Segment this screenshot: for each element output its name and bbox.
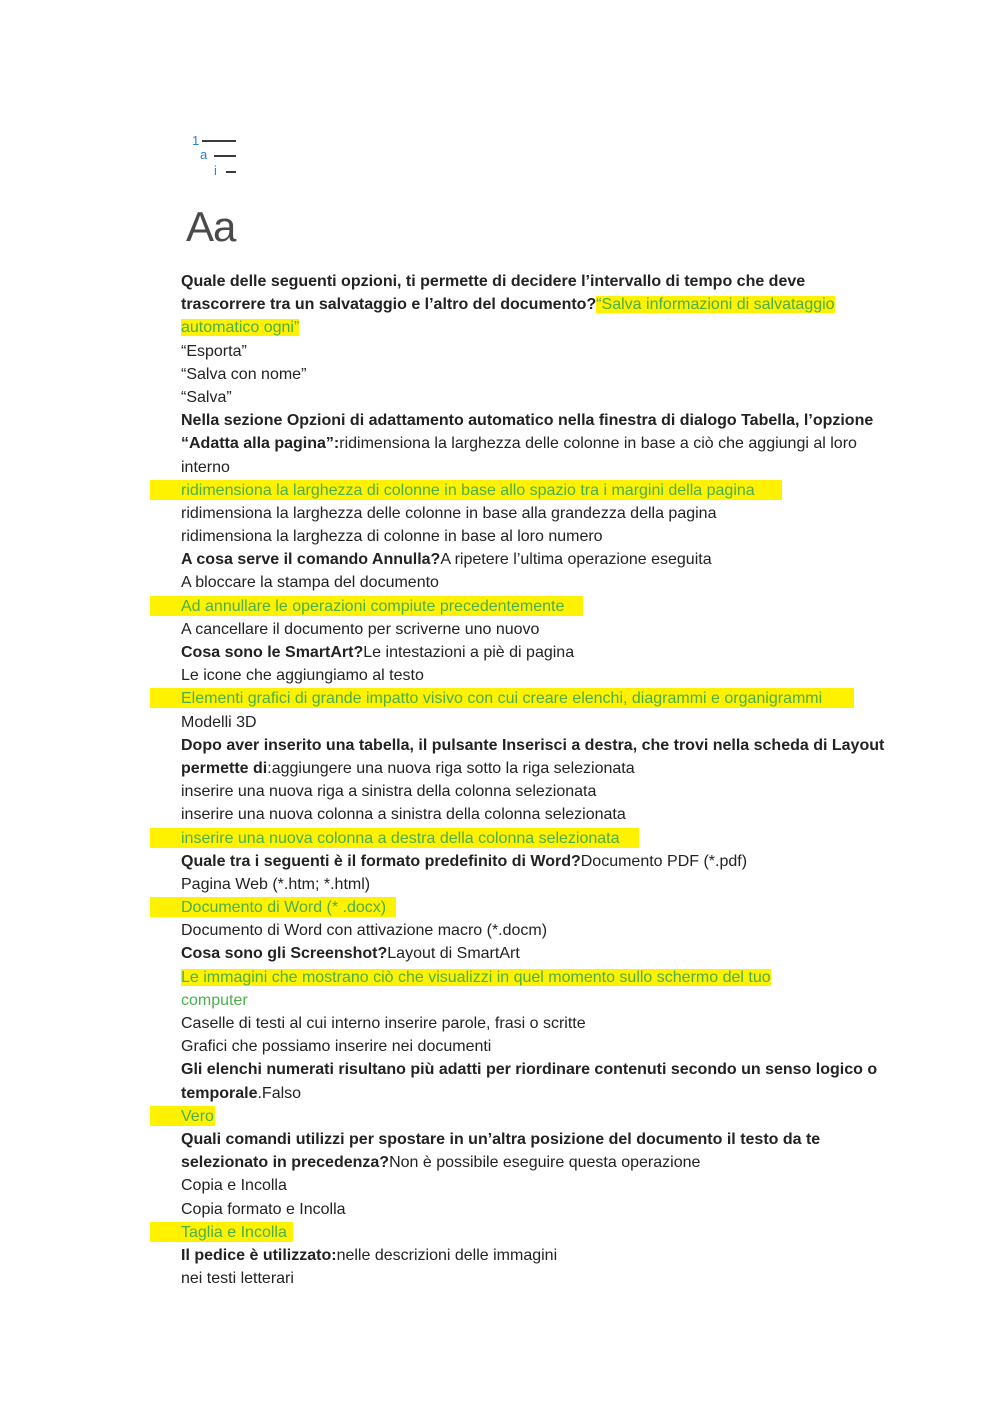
option-text: :aggiungere una nuova riga sotto la riga selezionata [267, 759, 635, 777]
question-line [181, 1082, 881, 1105]
question-line [181, 293, 881, 316]
question-line [181, 432, 881, 455]
option-line: nei testi letterari [181, 1270, 294, 1288]
correct-answer: “Salva informazioni di salvataggio [596, 296, 835, 314]
answer-line [181, 316, 881, 339]
question-line [181, 1058, 881, 1081]
question-text: Quale delle seguenti opzioni, ti permette di decidere l’intervallo di tempo che deve [181, 273, 806, 290]
correct-answer-row [181, 595, 881, 618]
question-line [181, 1244, 881, 1267]
correct-answer-row [181, 479, 881, 502]
option-line: Documento di Word con attivazione macro (*.docm) [181, 922, 548, 940]
question-line [181, 1128, 881, 1151]
list-line [202, 140, 236, 142]
correct-answer-row [181, 1221, 881, 1244]
font-aa-icon: Aa [186, 203, 236, 250]
answer-line [181, 966, 881, 989]
question-line [181, 548, 881, 571]
option-text: .Falso [257, 1084, 302, 1102]
question-text: Cosa sono gli Screenshot? [181, 945, 388, 963]
option-text: nelle descrizioni delle immagini [336, 1246, 558, 1264]
correct-answer: Le immagini che mostrano ciò che visualizzi in quel momento sullo schermo del tuo [181, 968, 771, 986]
option-line: ridimensiona la larghezza di colonne in base al loro numero [181, 528, 603, 546]
question-line [181, 270, 881, 293]
question-line [181, 942, 881, 965]
option-line: ridimensiona la larghezza delle colonne in base alla grandezza della pagina [181, 504, 717, 522]
quiz-content [181, 270, 885, 1290]
correct-answer-row [181, 1105, 881, 1128]
option-text: ridimensiona la larghezza delle colonne in base a ciò che aggiungi al loro [339, 435, 857, 453]
question-text: permette di [181, 759, 268, 777]
option-line: interno [181, 458, 230, 476]
question-text: Il pedice è utilizzato: [181, 1246, 337, 1264]
question-text: “Adatta alla pagina”: [181, 435, 340, 453]
option-line: Modelli 3D [181, 713, 257, 731]
option-line: Le icone che aggiungiamo al testo [181, 667, 424, 685]
option-line: Copia formato e Incolla [181, 1200, 346, 1218]
question-text: A cosa serve il comando Annulla? [181, 551, 441, 569]
question-text: Cosa sono le SmartArt? [181, 644, 364, 661]
option-line: “Esporta” [181, 342, 247, 360]
question-text: Gli elenchi numerati risultano più adatti per riordinare contenuti secondo un senso logico o [181, 1061, 878, 1079]
correct-answer-row [181, 896, 881, 919]
question-text: Nella sezione Opzioni di adattamento automatico nella finestra di dialogo Tabella, l’opzione [181, 412, 874, 430]
correct-answer-continued: computer [181, 991, 248, 1009]
question-line [181, 641, 881, 664]
option-line: Copia e Incolla [181, 1177, 287, 1195]
question-text: trascorrere tra un salvataggio e l’altro del documento? [181, 296, 597, 314]
correct-answer: Taglia e Incolla [181, 1223, 287, 1241]
option-text: A ripetere l’ultima operazione eseguita [440, 551, 712, 569]
option-line: Caselle di testi al cui interno inserire parole, frasi o scritte [181, 1015, 586, 1032]
correct-answer-row [181, 687, 881, 710]
option-text: Documento PDF (*.pdf) [580, 852, 748, 870]
option-line: inserire una nuova riga a sinistra della colonna selezionata [181, 783, 597, 801]
question-line [181, 850, 881, 873]
correct-answer: Vero [181, 1107, 214, 1125]
question-line [181, 757, 881, 780]
option-line: “Salva” [181, 388, 232, 406]
list-line [226, 171, 236, 173]
question-line [181, 734, 885, 757]
multilevel-list-icon [186, 126, 238, 182]
list-marker-i: i [214, 163, 217, 178]
question-text: temporale [181, 1084, 258, 1102]
correct-answer: Ad annullare le operazioni compiute precedentemente [181, 597, 565, 615]
option-line: Grafici che possiamo inserire nei documenti [181, 1038, 492, 1056]
option-line: A cancellare il documento per scriverne uno nuovo [181, 620, 540, 638]
correct-answer: inserire una nuova colonna a destra della colonna selezionata [181, 829, 620, 847]
correct-answer: ridimensiona la larghezza di colonne in base allo spazio tra i margini della pagina [181, 481, 755, 499]
correct-answer: Documento di Word (* .docx) [181, 899, 387, 917]
correct-answer: automatico ogni” [181, 319, 300, 337]
question-text: selezionato in precedenza? [181, 1154, 390, 1172]
option-line: inserire una nuova colonna a sinistra della colonna selezionata [181, 806, 626, 824]
list-line [214, 155, 236, 157]
option-line: “Salva con nome” [181, 365, 307, 383]
correct-answer-row [181, 827, 881, 850]
option-text: Layout di SmartArt [387, 945, 520, 963]
question-text: Quali comandi utilizzi per spostare in un’altra posizione del documento il testo da te [181, 1130, 821, 1148]
option-text: Le intestazioni a piè di pagina [363, 644, 575, 661]
option-line: A bloccare la stampa del documento [181, 574, 439, 592]
option-text: Non è possibile eseguire questa operazione [389, 1154, 701, 1172]
question-line [181, 1151, 881, 1174]
list-marker-a: a [200, 147, 208, 162]
option-line: Pagina Web (*.htm; *.html) [181, 875, 371, 893]
question-line [181, 409, 881, 432]
list-marker-1: 1 [192, 133, 200, 148]
icon-group [186, 126, 246, 248]
correct-answer: Elementi grafici di grande impatto visivo con cui creare elenchi, diagrammi e organigrammi [181, 690, 823, 708]
question-text: Quale tra i seguenti è il formato predefinito di Word? [181, 852, 581, 870]
question-text: Dopo aver inserito una tabella, il pulsante Inserisci a destra, che trovi nella scheda di Layout [181, 736, 885, 754]
